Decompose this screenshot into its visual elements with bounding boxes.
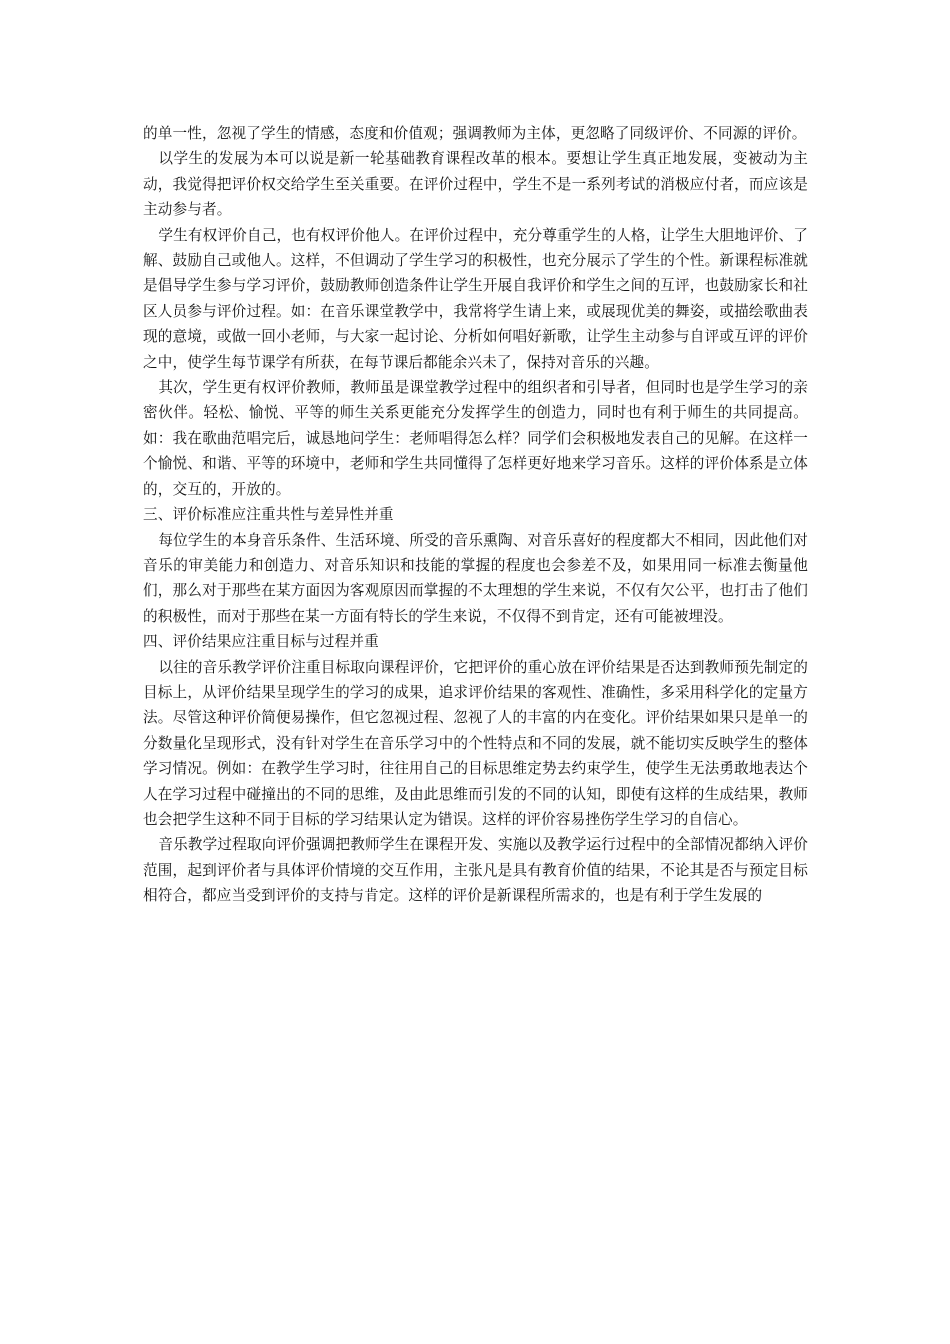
paragraph-continuation: 的单一性，忽视了学生的情感，态度和价值观；强调教师为主体，更忽略了同级评价、不同源的评价。 xyxy=(143,125,807,142)
section-heading-4: 四、评价结果应注重目标与过程并重 xyxy=(143,633,379,651)
paragraph-student-development: 以学生的发展为本可以说是新一轮基础教育课程改革的根本。要想让学生真正地发展，变被动为主动，我觉得把评价权交给学生至关重要。在评价过程中，学生不是一系列考试的消极应付者，而应该是主动参与者。 xyxy=(143,150,808,219)
document-page xyxy=(143,121,808,909)
paragraph-goal-oriented: 以往的音乐教学评价注重目标取向课程评价，它把评价的重心放在评价结果是否达到教师预先制定的目标上，从评价结果呈现学生的学习的成果，追求评价结果的客观性、准确性，多采用科学化的定量方法。尽管这种评价简便易操作，但它忽视过程、忽视了人的丰富的内在变化。评价结果如果只是单一的分数量化呈现形式，没有针对学生在音乐学习中的个性特点和不同的发展，就不能切实反映学生的整体学习情况。例如：在教学生学习时，往往用自己的目标思维定势去约束学生，使学生无法勇敢地表达个人在学习过程中碰撞出的不同的思维，及由此思维而引发的不同的认知，即使有这样的生成结果，教师也会把学生这种不同于目标的学习结果认定为错误。这样的评价容易挫伤学生学习的自信心。 xyxy=(143,658,808,828)
paragraph-process-oriented: 音乐教学过程取向评价强调把教师学生在课程开发、实施以及教学运行过程中的全部情况都纳入评价范围，起到评价者与具体评价情境的交互作用，主张凡是具有教育价值的结果，不论其是否与预定目标相符合，都应当受到评价的支持与肯定。这样的评价是新课程所需求的，也是有利于学生发展的 xyxy=(143,836,808,905)
paragraph-standards: 每位学生的本身音乐条件、生活环境、所受的音乐熏陶、对音乐喜好的程度都大不相同，因此他们对音乐的审美能力和创造力、对音乐知识和技能的掌握的程度也会参差不及，如果用同一标准去衡量他们，那么对于那些在某方面因为客观原因而掌握的不太理想的学生来说，不仅有欠公平，也打击了他们的积极性，而对于那些在某一方面有特长的学生来说，不仅得不到肯定，还有可能被埋没。 xyxy=(143,531,808,625)
paragraph-self-evaluation: 学生有权评价自己，也有权评价他人。在评价过程中，充分尊重学生的人格，让学生大胆地评价、了解、鼓励自己或他人。这样，不但调动了学生学习的积极性，也充分展示了学生的个性。新课程标准就是倡导学生参与学习评价，鼓励教师创造条件让学生开展自我评价和学生之间的互评，也鼓励家长和社区人员参与评价过程。如：在音乐课堂教学中，我常将学生请上来，或展现优美的舞姿，或描绘歌曲表现的意境，或做一回小老师，与大家一起讨论、分析如何唱好新歌，让学生主动参与自评或互评的评价之中，使学生每节课学有所获，在每节课后都能余兴未了，保持对音乐的兴趣。 xyxy=(143,226,808,371)
section-heading-3: 三、评价标准应注重共性与差异性并重 xyxy=(143,506,394,524)
paragraph-evaluate-teacher: 其次，学生更有权评价教师，教师虽是课堂教学过程中的组织者和引导者，但同时也是学生学习的亲密伙伴。轻松、愉悦、平等的师生关系更能充分发挥学生的创造力，同时也有利于师生的共同提高。如：我在歌曲范唱完后，诚恳地问学生：老师唱得怎么样？同学们会积极地发表自己的见解。在这样一个愉悦、和谐、平等的环境中，老师和学生共同懂得了怎样更好地来学习音乐。这样的评价体系是立体的，交互的，开放的。 xyxy=(143,379,808,498)
